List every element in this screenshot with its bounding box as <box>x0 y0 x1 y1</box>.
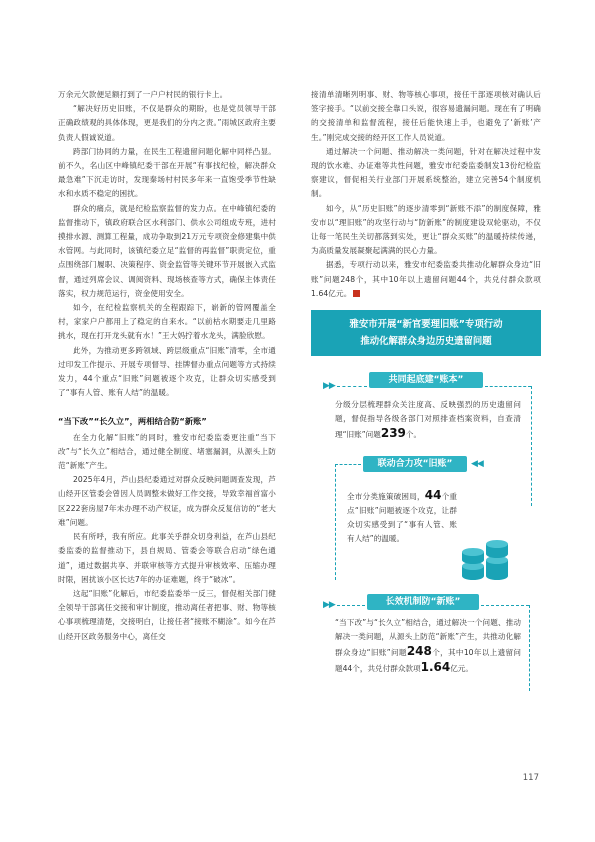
amount-1-64: 1.64 <box>420 660 451 674</box>
section-text <box>347 488 457 546</box>
page-number: 117 <box>522 773 539 783</box>
paragraph: 万余元欠款便足额打到了一户户村民的银行卡上。 <box>58 90 228 99</box>
section-text-part: 个重点“旧账”问题被逐个攻克，让群众切实感受到了“事有人管、账有人结”的温暖。 <box>347 492 458 543</box>
section-text-part: 分级分层梳理群众关注度高、反映强烈的历史遗留问题，督促指导各级各部门对照排查档案资料，自查清理“旧账”问题 <box>335 400 521 439</box>
paragraph: 如今，从“历史旧账”的逐步清零到“新账不添”的制度保障，雅安市以“理旧账”的攻坚行动与“防新账”的制度建设双轮驱动，不仅让每一笔民生关切都落到实处，更让“群众买账”的温暖持续传递，为高质量发展凝聚起满满的民心力量。 <box>311 203 541 256</box>
double-arrow-icon: ▶▶ <box>323 600 335 610</box>
count-248: 248 <box>406 644 432 658</box>
paragraph: “解决好历史旧账，不仅是群众的期盼，也是党员领导干部正确政绩观的具体体现，更是我们的分内之责。”雨城区政府主要负责人假诚说道。 <box>58 104 276 142</box>
paragraph: 民有所呼，我有所应。此事关乎群众切身利益，在芦山县纪委监委的监督推动下，县自规局、管委会等联合启动“绿色通道”，通过数据共享、并联审核等方式提升审核效率、压缩办理时限，困扰该小区长达7年的办证难题，终于“破冰”。 <box>58 532 276 584</box>
left-column <box>58 88 276 644</box>
double-arrow-icon: ▶▶ <box>323 381 335 391</box>
info-box-title-line2: 推动化解群众身边历史遗留问题 <box>360 336 492 347</box>
section-heading: “当下改”“长久立”，两相结合防“新账” <box>58 416 207 427</box>
section-label-old-accounts: 联动合力攻“旧账” <box>363 456 467 472</box>
paragraph: 在全力化解“旧账”的同时，雅安市纪委监委更注重“当下改”与“长久立”相结合，通过健全制度、堵塞漏洞，从源头上防范“新账”产生。 <box>58 432 276 471</box>
paragraph: 通过解决一个问题、推动解决一类问题，针对在解决过程中发现的饮水难、办证难等共性问题，雅安市纪委监委制发13份纪检监察建议，督促相关行业部门开展系统整治，建立完善54个制度机制。 <box>311 146 541 199</box>
paragraph: 这起“旧账”化解后，市纪委监委举一反三，督促相关部门健全领导干部离任交接和审计制度，推动离任者把事、财、物等核心事项梳理清楚，交接明白，让接任者“接账不糊涂”。如今在芦山经开区政务服务中心，离任交 <box>58 588 276 641</box>
section-label-new-accounts: 长效机制防“新账” <box>367 594 479 610</box>
section-text-part: 个，其中10年以上遗留问题44个，共兑付群众款项 <box>335 648 521 673</box>
dashed-border <box>531 386 532 506</box>
count-239: 239 <box>380 426 406 440</box>
section-text <box>335 398 521 442</box>
paragraph: 群众的痛点，就是纪检监察监督的发力点。在中峰镇纪委的监督推动下，镇政府联合区水利部门、供水公司组成专班，进村摸排水源、测算工程量，成功争取到21万元专项资金修建集中供水管网。与此同时，该镇纪委立足“监督的再监督”职责定位，重点围绕部门履职、决策程序、资金监管等关键环节开展嵌入式监督，通过列席会议、调阅资料、现场核查等方式，确保主体责任落实，权力规范运行，资金使用安全。 <box>58 203 276 298</box>
end-mark-icon <box>353 290 360 297</box>
dashed-divider <box>337 386 367 387</box>
section-text-part: 个。 <box>405 430 422 439</box>
info-box-title-line1: 雅安市开展“新官要理旧账”专项行动 <box>349 319 503 330</box>
info-box <box>311 310 541 694</box>
section-text-part: 亿元。 <box>450 664 473 673</box>
section-text <box>335 616 521 676</box>
section-label-ledger: 共同起底建“账本” <box>369 372 483 388</box>
paragraph-text: 据悉，专项行动以来，雅安市纪委监委共推动化解群众身边“旧账”问题248个，其中10年以上遗留问题44个，共兑付群众款项1.64亿元。 <box>311 260 541 298</box>
paragraph <box>311 258 541 301</box>
paragraph: 如今，在纪检监察机关的全程跟踪下，崭新的管网覆盖全村，家家户户都用上了稳定的自来水。“以前枯水期要走几里路挑水，现在打开龙头就有水！”王大妈拧着水龙头，满脸欣慰。 <box>58 303 276 341</box>
dashed-border <box>529 605 530 691</box>
dashed-divider <box>335 464 361 465</box>
paragraph: 此外，为推动更多跨领域、跨层级重点“旧账”清零，全市通过印发工作提示、开展专项督导、挂牌督办重点问题等方式持续发力，44个重点“旧账”问题被逐个攻克，让群众切实感受到了“事有人管、账有人结”的温暖。 <box>58 345 276 398</box>
paragraph: 跨部门协同的力量，在民生工程遗留问题化解中同样凸显。前不久，名山区中峰镇纪委干部在开展“有事找纪检，解决群众最急难”下沉走访时，发现秦场村村民多年来一直饱受季节性缺水和水质不稳定的困扰。 <box>58 146 276 199</box>
coin-stack-icon <box>459 530 519 586</box>
paragraph: 2025年4月，芦山县纪委通过对群众反映问题调查发现，芦山经开区管委会曾因人员调整未做好工作交接，导致幸福首富小区222套房屋7年未办理不动产权证，成为群众反复信访的“老大难”问题。 <box>58 475 276 527</box>
paragraph: 接清单清晰列明事、财、物等核心事项，接任干部逐项核对确认后签字接手。“以前交接全靠口头说，很容易遗漏问题。现在有了明确的交接清单和监督流程，接任后能快速上手，也避免了‘新账’产生。”刚完成交接的经开区工作人员说道。 <box>311 90 541 142</box>
section-text-part: 全市分类施策破困局， <box>347 492 425 501</box>
dashed-divider <box>485 386 531 387</box>
section-text-part: “当下改”与“长久立”相结合，通过解决一个问题、推动解决一类问题，从源头上防范“新账”产生，共推动化解群众身边“旧账”问题 <box>335 618 521 657</box>
dashed-divider <box>481 605 529 606</box>
dashed-divider <box>337 605 365 606</box>
count-44: 44 <box>424 488 442 502</box>
info-box-header <box>311 310 541 356</box>
double-arrow-icon: ◀◀ <box>471 459 483 469</box>
right-column <box>311 88 541 301</box>
dashed-border <box>335 464 336 580</box>
